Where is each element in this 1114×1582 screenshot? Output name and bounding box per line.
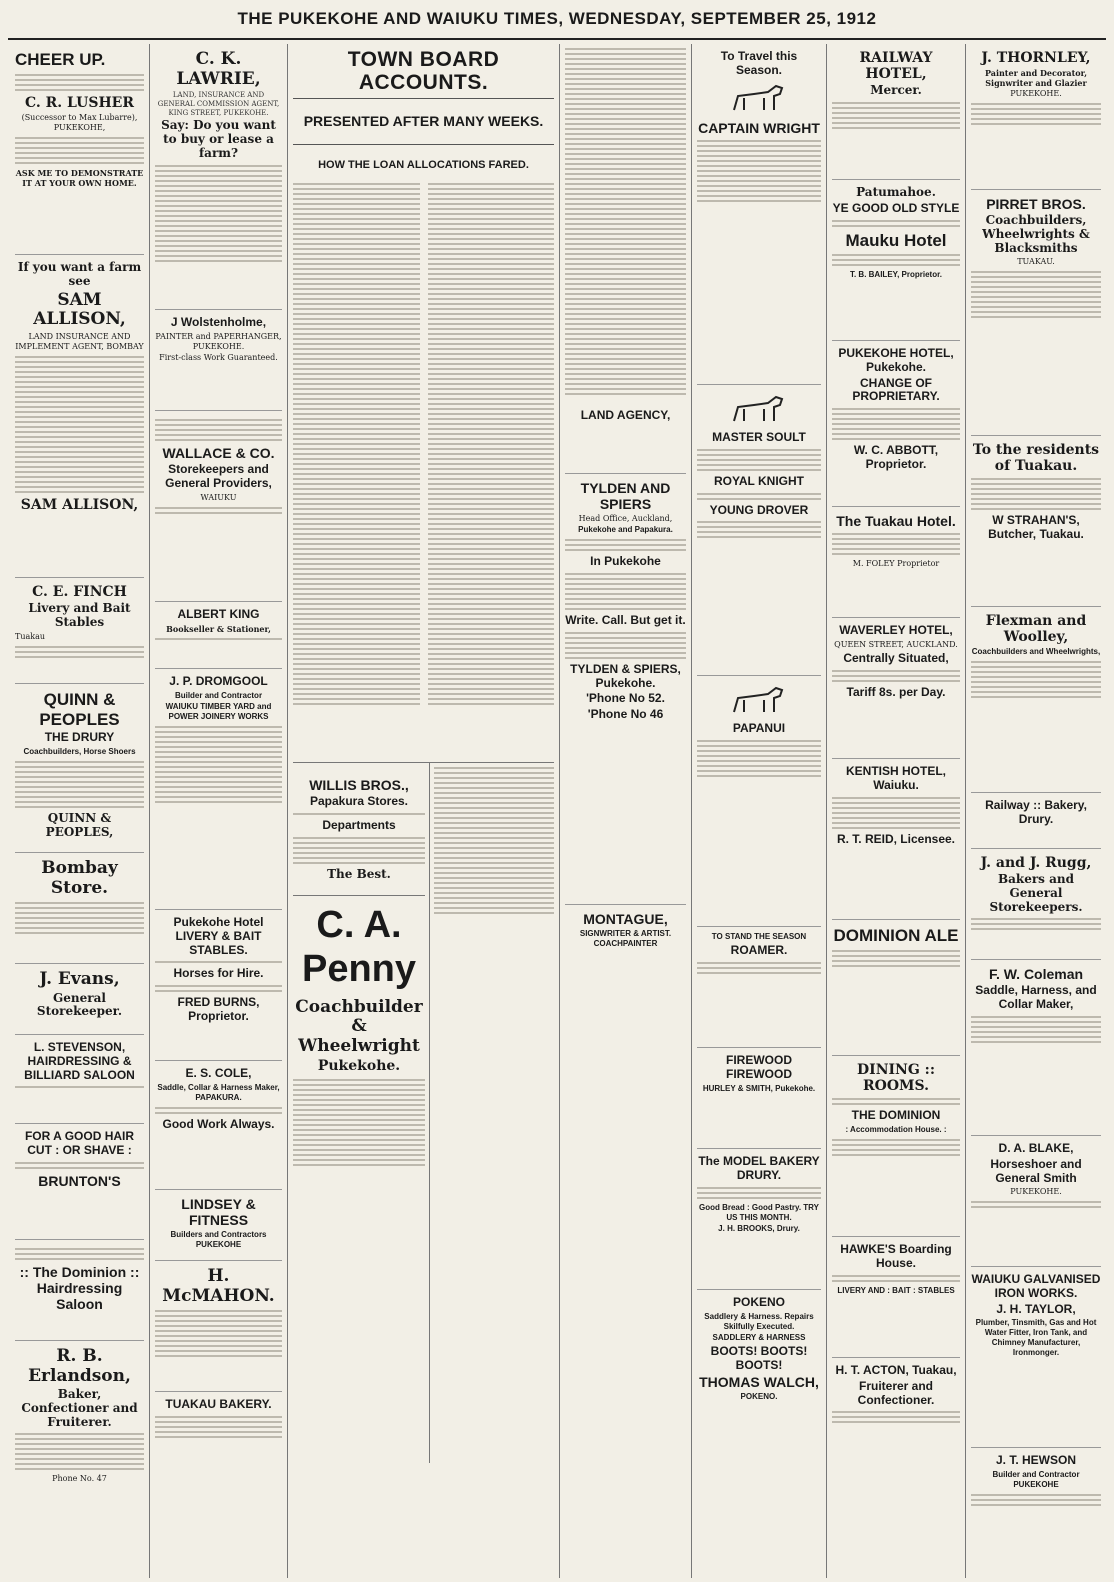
roamer-name: ROAMER. (730, 943, 788, 957)
tuakau-bakery-name: TUAKAU BAKERY. (165, 1397, 272, 1411)
hurley-name: HURLEY & SMITH, Pukekohe. (702, 1083, 816, 1093)
model-bakery-ad (697, 1149, 821, 1290)
hawke-name: HAWKE'S Boarding House. (840, 1242, 952, 1270)
mcmahon-name: H. McMAHON. (162, 1266, 275, 1306)
lindsey-ad (155, 1190, 282, 1261)
lindsey-sub: Builders and Contractors PUKEKOHE (170, 1230, 267, 1250)
erlandson-sub: Baker, Confectioner and Fruiterer. (21, 1387, 138, 1429)
tylden-sub: Head Office, Auckland, (578, 514, 673, 524)
bombay-ad (15, 853, 144, 964)
column-1 (10, 44, 150, 1578)
master-soult-ad (697, 385, 821, 676)
penny-name: C. A. Penny (301, 904, 417, 991)
royal-knight-name: ROYAL KNIGHT (713, 473, 804, 488)
erlandson-name: R. B. Erlandson, (28, 1346, 131, 1386)
coleman-name: F. W. Coleman (988, 966, 1084, 982)
horse-icon (724, 82, 794, 116)
walch-place: POKENO. (740, 1392, 778, 1402)
erlandson-ad (15, 1341, 144, 1531)
dromgool-sub: Builder and Contractor (174, 690, 263, 700)
cole-sub: Saddle, Collar & Harness Maker, PAPAKURA. (157, 1082, 280, 1102)
willis-dept: Departments (322, 817, 396, 832)
column-2 (150, 44, 288, 1578)
quinn-sign: QUINN & PEOPLES, (45, 810, 114, 839)
col3-ads (293, 763, 554, 1463)
waverley-sub: QUEEN STREET, AUCKLAND. (834, 639, 958, 649)
tylden-place: In Pukekohe (590, 554, 661, 569)
railway-bakery-name: Railway :: Bakery, Drury. (985, 798, 1087, 826)
accommodation-heading: : Accommodation House. : (845, 1124, 947, 1134)
railway-hotel-name: RAILWAY HOTEL, (859, 50, 933, 83)
dominion-hair-ad (15, 1240, 144, 1341)
pirret-ad (971, 190, 1101, 436)
finch-ad (15, 578, 144, 684)
tylden-ad (565, 474, 686, 905)
mauku-name: Mauku Hotel (845, 230, 947, 250)
blake-ad (971, 1136, 1101, 1267)
tylden-sign: TYLDEN & SPIERS, Pukekohe. (570, 661, 681, 690)
livery-sub: Horses for Hire. (173, 966, 264, 981)
wallace-name: WALLACE & CO. (162, 445, 275, 461)
hewson-name: J. T. HEWSON (995, 1453, 1076, 1467)
flexman-name: Flexman and Woolley, (985, 613, 1087, 646)
wolstenholme-tag: First-class Work Guaranteed. (159, 352, 278, 362)
dromgool-sub2: WAIUKU TIMBER YARD and POWER JOINERY WORKS (165, 701, 272, 721)
mauku-ad (832, 180, 960, 341)
dominion-hair-name: :: The Dominion :: Hairdressing Saloon (19, 1264, 140, 1313)
column-3 (288, 44, 560, 1578)
penny-sub: Coachbuilder & Wheelwright (295, 996, 423, 1056)
wallace-sub: Storekeepers and General Providers, (165, 462, 272, 490)
rugg-sub: Bakers and General Storekeepers. (989, 872, 1083, 914)
centrally-heading: Centrally Situated, (843, 650, 949, 665)
dominion-house-ad (832, 1056, 960, 1237)
saddlery-heading: Saddlery & Harness. Repairs Skilfully Executed. (704, 1311, 814, 1331)
quinn-ad (15, 684, 144, 853)
strahan-name: W STRAHAN'S, Butcher, Tuakau. (988, 513, 1084, 541)
article-subtitle: PRESENTED AFTER MANY WEEKS. (303, 113, 544, 130)
bombay-heading: Bombay Store. (41, 858, 118, 898)
dominion-heading: THE DOMINION (851, 1108, 941, 1123)
railway-hotel-ad (832, 44, 960, 180)
master-soult-name: MASTER SOULT (712, 430, 806, 444)
finch-name: C. E. FINCH (32, 584, 127, 600)
col3-article-end (430, 763, 554, 1463)
farm-intro: If you want a farm see (17, 260, 142, 288)
coleman-ad (971, 960, 1101, 1136)
allison-ad (15, 255, 144, 578)
pukekohe-hotel-ad (832, 341, 960, 507)
king-ad (155, 602, 282, 669)
flexman-sub: Coachbuilders and Wheelwrights, (971, 647, 1101, 657)
evans-ad (15, 964, 144, 1035)
land-agency-ad (565, 403, 686, 474)
model-bakery-name: The MODEL BAKERY DRURY. (698, 1154, 820, 1182)
article-subtitle2: HOW THE LOAN ALLOCATIONS FARED. (318, 158, 529, 171)
article-header (293, 48, 554, 171)
boots-heading: BOOTS! BOOTS! BOOTS! (710, 1343, 808, 1372)
bruntons-ad (15, 1124, 144, 1240)
pukekohe-hotel-name: PUKEKOHE HOTEL, Pukekohe. (838, 346, 954, 374)
wallace-ad (155, 411, 282, 602)
acton-ad (832, 1358, 960, 1568)
article-col-b (428, 179, 555, 754)
pokeno-heading: POKENO (732, 1295, 785, 1309)
king-name: ALBERT KING (177, 607, 260, 621)
rugg-ad (971, 849, 1101, 960)
evans-sub: General Storekeeper. (36, 990, 123, 1019)
king-sub: Bookseller & Stationer, (166, 623, 271, 634)
cole-name: E. S. COLE, (185, 1066, 252, 1080)
taylor-sub: Plumber, Tinsmith, Gas and Hot Water Fitter, Iron Tank, and Chimney Manufacturer, Ironmonger. (975, 1318, 1097, 1358)
wallace-place: WAIUKU (200, 492, 237, 502)
stevenson-name: L. STEVENSON, HAIRDRESSING & BILLIARD SALOON (24, 1040, 135, 1082)
haircut-heading: FOR A GOOD HAIR CUT : OR SHAVE : (24, 1129, 135, 1157)
columns (10, 44, 1106, 1578)
captain-wright-ad (697, 44, 821, 385)
phone-52: 'Phone No 52. (586, 691, 665, 706)
tylden-call: Write. Call. But get it. (565, 612, 686, 627)
captain-wright-name: CAPTAIN WRIGHT (698, 119, 820, 136)
residents-heading: To the residents of Tuakau. (972, 442, 1100, 475)
lindsey-name: LINDSEY & FITNESS (181, 1196, 256, 1229)
to-travel: To Travel this Season. (720, 49, 798, 77)
allison-sign: SAM ALLISON, (20, 496, 139, 513)
willis-name: WILLIS BROS., (309, 776, 409, 793)
horse-icon (724, 684, 794, 718)
pirret-sub: Coachbuilders, Wheelwrights & Blacksmiths (982, 213, 1090, 255)
lawrie-name: C. K. LAWRIE, (176, 49, 261, 89)
rugg-name: J. and J. Rugg, (980, 855, 1092, 871)
waverley-name: WAVERLEY HOTEL, (839, 623, 953, 637)
waverley-ad (832, 618, 960, 759)
lawrie-ad (155, 44, 282, 310)
dromgool-ad (155, 669, 282, 910)
flexman-ad (971, 607, 1101, 793)
wolstenholme-ad (155, 310, 282, 411)
willis-ad (293, 763, 430, 1463)
lawrie-sub: LAND, INSURANCE AND GENERAL COMMISSION AGENT, KING STREET, PUKEKOHE. (157, 91, 280, 117)
young-drover-name: YOUNG DROVER (709, 502, 809, 517)
tuakau-hotel-name: The Tuakau Hotel. (836, 513, 956, 529)
tariff-heading: Tariff 8s. per Day. (846, 684, 946, 699)
column-7 (966, 44, 1106, 1578)
waiuku-iron-heading: WAIUKU GALVANISED IRON WORKS. (971, 1272, 1101, 1300)
dining-heading: DINING :: ROOMS. (857, 1062, 935, 1095)
thornley-name: J. THORNLEY, (981, 50, 1091, 66)
column-6 (827, 44, 966, 1578)
willis-sub: Papakura Stores. (309, 794, 409, 809)
firewood-ad (697, 1048, 821, 1149)
hewson-sub: Builder and Contractor PUKEKOHE (992, 1469, 1080, 1489)
col4-article (565, 48, 686, 403)
allison-name: SAM ALLISON, (33, 289, 126, 330)
coleman-sub: Saddle, Harness, and Collar Maker, (975, 983, 1097, 1011)
blake-sub: Horseshoer and General Smith (990, 1156, 1082, 1185)
horse-icon (724, 393, 794, 427)
bailey-name: T. B. BAILEY, Proprietor. (849, 270, 942, 280)
article-title: TOWN BOARD ACCOUNTS. (347, 48, 500, 95)
bruntons-name: BRUNTON'S (38, 1172, 121, 1189)
blake-name: D. A. BLAKE, (998, 1141, 1074, 1155)
cheer-up-heading: CHEER UP. (15, 50, 106, 69)
roamer-ad (697, 927, 821, 1048)
ye-good-heading: YE GOOD OLD STYLE (832, 200, 960, 215)
mcmahon-ad (155, 1261, 282, 1392)
lusher-sub: (Successor to Max Lubarre), PUKEKOHE, (21, 112, 138, 132)
strahan-ad (971, 436, 1101, 607)
montague-name: MONTAGUE, (583, 911, 668, 927)
papanui-name: PAPANUI (732, 721, 786, 735)
lusher-ad (15, 44, 144, 255)
column-4 (560, 44, 692, 1578)
taylor-ad (971, 1267, 1101, 1448)
blake-place: PUKEKOHE. (1010, 1187, 1062, 1197)
good-bread: Good Bread : Good Pastry. TRY US THIS MONTH. (698, 1202, 819, 1222)
fruiterer-heading: Fruiterer and Confectioner. (857, 1378, 935, 1407)
livery-ad (155, 910, 282, 1061)
wolstenholme-name: J Wolstenholme, (170, 315, 267, 329)
article-body (293, 179, 554, 754)
willis-tag: The Best. (327, 866, 391, 881)
quinn-sub: THE DRURY (44, 730, 115, 745)
pirret-name: PIRRET BROS. (986, 196, 1086, 212)
thornley-sub: Painter and Decorator, Signwriter and Glazier (984, 68, 1088, 89)
montague-sub: SIGNWRITER & ARTIST. COACHPAINTER (579, 929, 672, 949)
quinn-name: QUINN & PEOPLES (39, 690, 120, 729)
quinn-sub2: Coachbuilders, Horse Shoers (23, 746, 136, 756)
finch-place: Tuakau (15, 631, 46, 641)
erlandson-phone: Phone No. 47 (52, 1474, 107, 1484)
column-4b (692, 44, 827, 1578)
cole-ad (155, 1061, 282, 1190)
masthead-rule (8, 38, 1106, 40)
tuakau-hotel-ad (832, 507, 960, 618)
allison-sub: LAND INSURANCE AND IMPLEMENT AGENT, BOMBAY (15, 331, 144, 351)
foley-name: M. FOLEY Proprietor (852, 559, 940, 569)
lusher-tag: ASK ME TO DEMONSTRATE IT AT YOUR OWN HOME. (15, 167, 144, 188)
tylden-name: TYLDEN AND SPIERS (580, 480, 671, 513)
pirret-place: TUAKAU. (1017, 257, 1055, 267)
montague-ad (565, 905, 686, 1055)
cole-tag: Good Work Always. (162, 1116, 275, 1131)
phone-46: 'Phone No 46 (587, 707, 664, 722)
wolstenholme-sub: PAINTER and PAPERHANGER, PUKEKOHE. (155, 331, 282, 351)
hawke-ad (832, 1237, 960, 1358)
papanui-ad (697, 676, 821, 927)
masthead: THE PUKEKOHE AND WAIUKU TIMES, WEDNESDAY, SEPTEMBER 25, 1912 (237, 9, 877, 28)
change-heading: CHANGE OF PROPRIETARY. (852, 375, 940, 404)
lawrie-question: Say: Do you want to buy or lease a farm? (161, 118, 276, 160)
kentish-ad (832, 759, 960, 920)
livery-bait-heading: LIVERY AND : BAIT : STABLES (837, 1285, 955, 1295)
railway-hotel-sub: Mercer. (870, 83, 922, 98)
dominion-ale-ad (832, 920, 960, 1056)
dominion-ale-name: DOMINION ALE (833, 926, 959, 945)
penny-place: Pukekohe. (317, 1058, 401, 1075)
lusher-name: C. R. LUSHER (25, 94, 134, 111)
saddlery2-heading: SADDLERY & HARNESS (712, 1332, 806, 1342)
abbott-name: W. C. ABBOTT, Proprietor. (853, 443, 939, 471)
thornley-place: PUKEKOHE. (1010, 89, 1062, 99)
walch-name: THOMAS WALCH, (699, 1374, 819, 1391)
tylden-sub2: Pukekohe and Papakura. (578, 525, 673, 535)
taylor-name: J. H. TAYLOR, (996, 1301, 1076, 1316)
hewson-ad (971, 1448, 1101, 1558)
evans-name: J. Evans, (39, 969, 120, 989)
firewood-heading: FIREWOOD FIREWOOD (726, 1053, 792, 1081)
land-agency-name: LAND AGENCY, (580, 408, 671, 422)
thornley-ad (971, 44, 1101, 190)
tuakau-bakery-ad (155, 1392, 282, 1482)
brooks-name: J. H. BROOKS, Drury. (718, 1223, 800, 1233)
stand-season: TO STAND THE SEASON (711, 932, 807, 941)
finch-sub: Livery and Bait Stables (28, 601, 131, 629)
article-col-a (293, 179, 420, 754)
stevenson-ad (15, 1035, 144, 1124)
livery-name: Pukekohe Hotel LIVERY & BAIT STABLES. (173, 915, 264, 957)
railway-bakery-ad (971, 793, 1101, 849)
walch-ad (697, 1290, 821, 1480)
dromgool-name: J. P. DROMGOOL (169, 674, 268, 688)
acton-name: H. T. ACTON, Tuakau, (835, 1363, 957, 1377)
kentish-name: KENTISH HOTEL, Waiuku. (845, 764, 946, 792)
reid-name: R. T. REID, Licensee. (836, 831, 956, 846)
burns-name: FRED BURNS, Proprietor. (177, 995, 260, 1023)
patumahoe-heading: Patumahoe. (856, 185, 936, 199)
